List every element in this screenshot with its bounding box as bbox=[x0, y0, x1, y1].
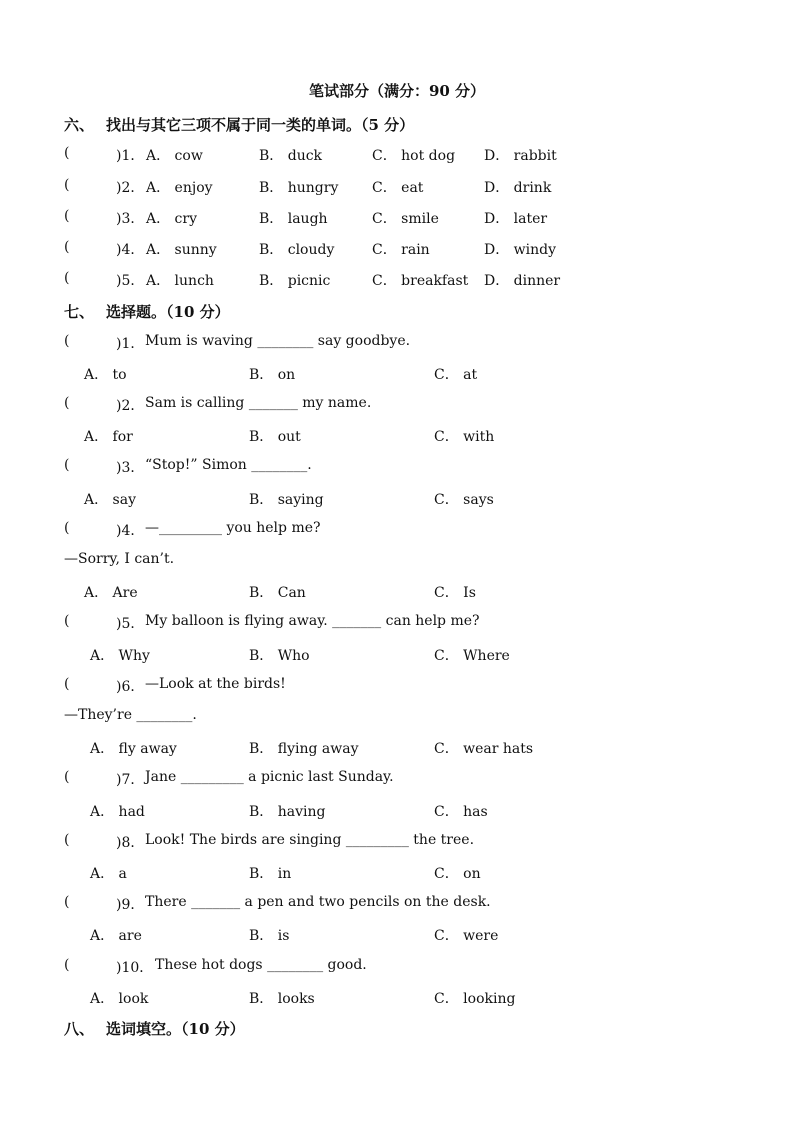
option-c: C． were bbox=[434, 928, 499, 944]
section-seven-heading bbox=[64, 301, 230, 322]
question-row bbox=[0, 333, 794, 353]
question-number: )4． bbox=[116, 242, 145, 258]
answer-paren[interactable]: ( bbox=[64, 957, 70, 973]
option-b: B． cloudy bbox=[259, 242, 335, 258]
question-number: )7． bbox=[116, 772, 145, 788]
question-row bbox=[0, 676, 794, 696]
option-d: D． rabbit bbox=[484, 148, 557, 164]
question-stem: Mum is waving ________ say goodbye. bbox=[145, 333, 411, 349]
option-b: B． Can bbox=[249, 585, 306, 601]
answer-paren[interactable]: ( bbox=[64, 613, 70, 629]
option-c: C． wear hats bbox=[434, 741, 534, 757]
section-title: 选择题。（10 分） bbox=[106, 303, 230, 321]
answer-paren[interactable]: ( bbox=[64, 457, 70, 473]
option-b: B． Who bbox=[249, 648, 310, 664]
section-six-heading bbox=[64, 114, 414, 135]
option-c: C． has bbox=[434, 804, 488, 820]
question-row bbox=[0, 270, 794, 290]
option-b: B． on bbox=[249, 367, 296, 383]
answer-paren[interactable]: ( bbox=[64, 333, 70, 349]
option-a: A． cry bbox=[146, 211, 198, 227]
option-c: C． smile bbox=[372, 211, 439, 227]
options-row bbox=[0, 582, 794, 602]
option-a: A． a bbox=[90, 866, 127, 882]
option-b: B． saying bbox=[249, 492, 324, 508]
section-eight-heading bbox=[64, 1018, 245, 1039]
option-a: A． say bbox=[84, 492, 137, 508]
question-row bbox=[0, 145, 794, 165]
question-row bbox=[0, 208, 794, 228]
option-c: C． rain bbox=[372, 242, 430, 258]
option-b: B． duck bbox=[259, 148, 323, 164]
answer-paren[interactable]: ( bbox=[64, 894, 70, 910]
option-b: B． picnic bbox=[259, 273, 331, 289]
option-a: A． had bbox=[90, 804, 145, 820]
option-d: D． dinner bbox=[484, 273, 561, 289]
answer-paren[interactable]: ( bbox=[64, 208, 70, 224]
dialogue-line: —Sorry, I can’t. bbox=[64, 551, 175, 567]
option-d: D． windy bbox=[484, 242, 557, 258]
answer-paren[interactable]: ( bbox=[64, 769, 70, 785]
question-number: )2． bbox=[116, 180, 145, 196]
answer-paren[interactable]: ( bbox=[64, 145, 70, 161]
section-title: 找出与其它三项不属于同一类的单词。（5 分） bbox=[106, 116, 415, 134]
page-title: 笔试部分（满分：90 分） bbox=[308, 82, 486, 100]
options-row bbox=[0, 738, 794, 758]
option-c: C． breakfast bbox=[372, 273, 469, 289]
question-number: )6． bbox=[116, 679, 145, 695]
dialogue-line: —They’re ________. bbox=[64, 707, 197, 723]
question-number: )3． bbox=[116, 460, 145, 476]
section-number: 六、 bbox=[64, 116, 95, 134]
answer-paren[interactable]: ( bbox=[64, 270, 70, 286]
option-b: B． in bbox=[249, 866, 292, 882]
option-a: A． to bbox=[84, 367, 127, 383]
options-row bbox=[0, 645, 794, 665]
option-b: B． laugh bbox=[259, 211, 328, 227]
section-title: 选词填空。（10 分） bbox=[106, 1020, 245, 1038]
question-stem: Look! The birds are singing _________ the tree. bbox=[145, 832, 475, 848]
options-row bbox=[0, 426, 794, 446]
options-row bbox=[0, 863, 794, 883]
option-c: C． Where bbox=[434, 648, 510, 664]
option-b: B． having bbox=[249, 804, 326, 820]
question-stem: There _______ a pen and two pencils on the desk. bbox=[145, 894, 491, 910]
question-stem: —_________ you help me? bbox=[145, 520, 321, 536]
options-row bbox=[0, 801, 794, 821]
question-stem: —Look at the birds! bbox=[145, 676, 286, 692]
option-b: B． flying away bbox=[249, 741, 359, 757]
question-row bbox=[0, 613, 794, 633]
option-b: B． looks bbox=[249, 991, 315, 1007]
option-c: C． Is bbox=[434, 585, 476, 601]
question-row bbox=[0, 177, 794, 197]
option-d: D． later bbox=[484, 211, 548, 227]
option-c: C． at bbox=[434, 367, 478, 383]
option-a: A． for bbox=[84, 429, 133, 445]
option-a: A． Are bbox=[84, 585, 138, 601]
question-stem: “Stop!” Simon ________. bbox=[145, 457, 312, 473]
option-d: D． drink bbox=[484, 180, 552, 196]
question-number: )5． bbox=[116, 616, 145, 632]
options-row bbox=[0, 988, 794, 1008]
question-number: )3． bbox=[116, 211, 145, 227]
question-row bbox=[0, 894, 794, 914]
answer-paren[interactable]: ( bbox=[64, 177, 70, 193]
option-a: A． lunch bbox=[146, 273, 214, 289]
option-c: C． with bbox=[434, 429, 495, 445]
option-a: A． Why bbox=[90, 648, 150, 664]
question-row bbox=[0, 520, 794, 540]
option-a: A． cow bbox=[146, 148, 203, 164]
section-number: 七、 bbox=[64, 303, 95, 321]
option-c: C． eat bbox=[372, 180, 424, 196]
answer-paren[interactable]: ( bbox=[64, 239, 70, 255]
option-b: B． is bbox=[249, 928, 290, 944]
question-stem: My balloon is flying away. _______ can help me? bbox=[145, 613, 480, 629]
options-row bbox=[0, 364, 794, 384]
section-number: 八、 bbox=[64, 1020, 95, 1038]
option-c: C． says bbox=[434, 492, 494, 508]
question-row bbox=[0, 832, 794, 852]
options-row bbox=[0, 925, 794, 945]
question-row bbox=[0, 769, 794, 789]
question-number: )10． bbox=[116, 960, 154, 976]
question-number: )9． bbox=[116, 897, 145, 913]
question-row bbox=[0, 239, 794, 259]
question-row bbox=[0, 395, 794, 415]
answer-paren[interactable]: ( bbox=[64, 832, 70, 848]
question-number: )4． bbox=[116, 523, 145, 539]
option-a: A． sunny bbox=[146, 242, 217, 258]
answer-paren[interactable]: ( bbox=[64, 676, 70, 692]
options-row bbox=[0, 489, 794, 509]
answer-paren[interactable]: ( bbox=[64, 395, 70, 411]
option-c: C． hot dog bbox=[372, 148, 456, 164]
option-b: B． hungry bbox=[259, 180, 339, 196]
question-number: )8． bbox=[116, 835, 145, 851]
question-stem: Sam is calling _______ my name. bbox=[145, 395, 372, 411]
option-a: A． are bbox=[90, 928, 142, 944]
question-stem: Jane _________ a picnic last Sunday. bbox=[145, 769, 394, 785]
question-number: )2． bbox=[116, 398, 145, 414]
question-row bbox=[0, 957, 794, 977]
option-c: C． on bbox=[434, 866, 481, 882]
question-number: )1． bbox=[116, 336, 145, 352]
question-number: )1． bbox=[116, 148, 145, 164]
question-stem: These hot dogs ________ good. bbox=[155, 957, 367, 973]
answer-paren[interactable]: ( bbox=[64, 520, 70, 536]
question-number: )5． bbox=[116, 273, 145, 289]
option-b: B． out bbox=[249, 429, 301, 445]
option-c: C． looking bbox=[434, 991, 516, 1007]
option-a: A． enjoy bbox=[146, 180, 213, 196]
option-a: A． fly away bbox=[90, 741, 177, 757]
option-a: A． look bbox=[90, 991, 149, 1007]
question-row bbox=[0, 457, 794, 477]
